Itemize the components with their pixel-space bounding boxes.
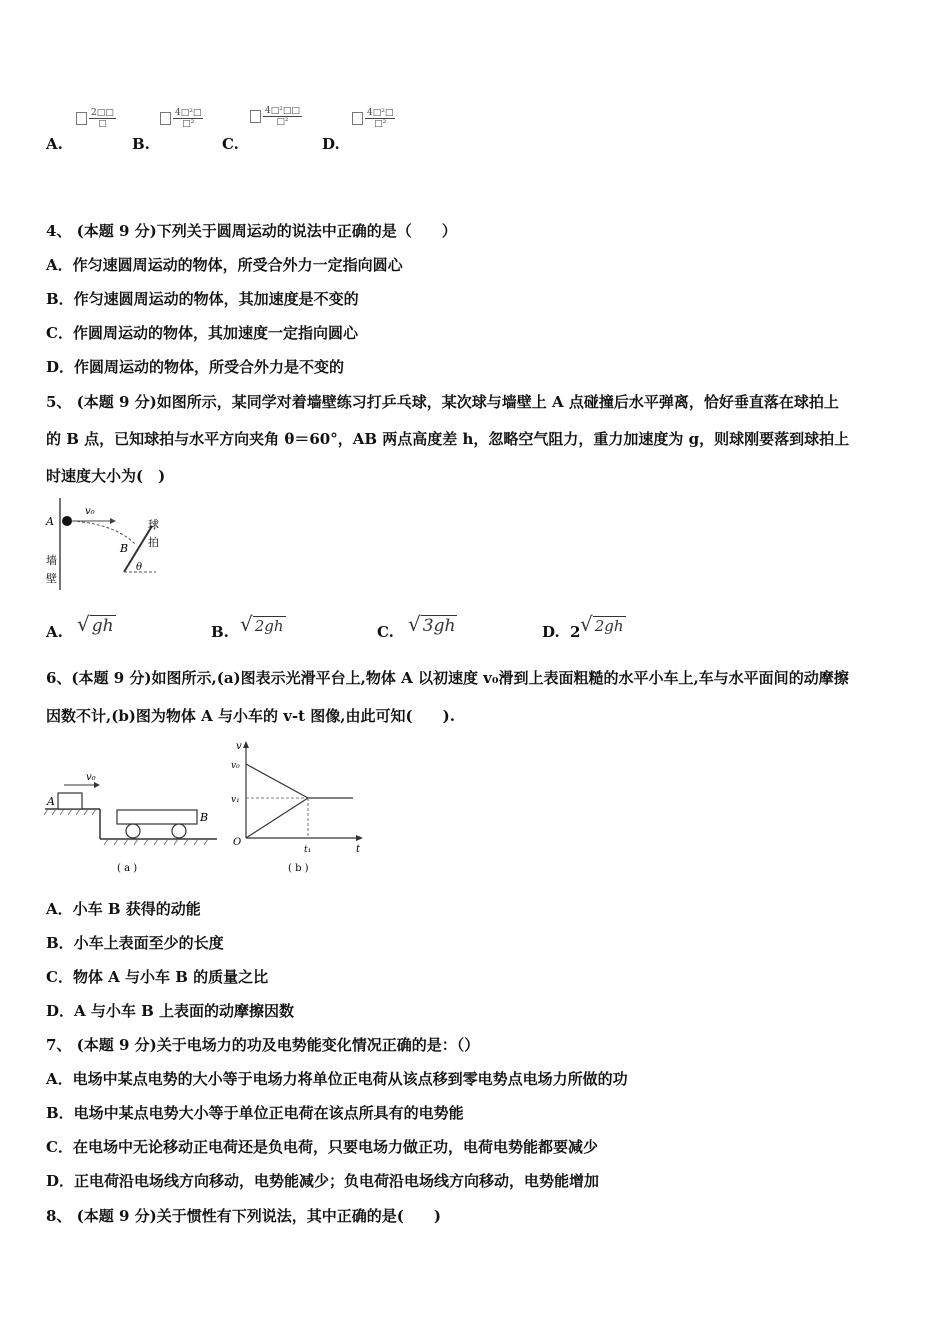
q6-fig-b-v1: v₁: [231, 795, 240, 805]
q5-option-c-label: C.: [377, 623, 394, 641]
q4-stem: 4、 (本题 9 分)下列关于圆周运动的说法中正确的是（ ）: [46, 222, 457, 240]
q6-fig-b-v0: v₀: [231, 761, 240, 771]
q6-fig-a-v0: v₀: [86, 772, 96, 783]
q3-option-b-formula: 4□²□ □²: [160, 108, 203, 129]
q7-option-b: B．电场中某点电势大小等于单位正电荷在该点所具有的电势能: [46, 1104, 464, 1122]
q5-stem-line1: 5、 (本题 9 分)如图所示，某同学对着墙壁练习打乒乓球，某次球与墙壁上 A 点碰撞后水平弹离，恰好垂直落在球拍上: [46, 393, 839, 411]
q6-fig-b-caption: ( b ): [288, 863, 309, 874]
q5-option-b-formula: √ 2gh: [240, 612, 284, 636]
q3-option-a-label: A.: [46, 135, 63, 153]
q8-stem: 8、 (本题 9 分)关于惯性有下列说法，其中正确的是( ): [46, 1207, 441, 1225]
q6-fig-b-origin: O: [233, 837, 242, 848]
q7-option-a: A．电场中某点电势的大小等于电场力将单位正电荷从该点移到零电势点电场力所做的功: [46, 1070, 628, 1088]
q5-fig-bat-1: 球: [148, 518, 159, 531]
q6-option-c: C．物体 A 与小车 B 的质量之比: [46, 968, 269, 986]
q6-stem-line2: 因数不计,(b)图为物体 A 与小车的 v-t 图像,由此可知( ).: [46, 707, 455, 725]
q6-fig-a-cart-b: B: [200, 811, 209, 824]
q5-option-c-formula: √ 3gh: [408, 612, 456, 636]
q3-option-d-label: D.: [322, 135, 340, 153]
q5-fig-v0: v₀: [85, 506, 95, 517]
q5-option-a-formula: √ gh: [77, 612, 114, 636]
q3-option-a-formula: 2□□ □: [76, 108, 116, 129]
q5-fig-theta: θ: [136, 562, 143, 573]
q6-figure-a: [42, 762, 222, 880]
q3-option-b-label: B.: [132, 135, 150, 153]
q5-option-d-coefficient: 2: [570, 623, 581, 641]
q6-option-d: D．A 与小车 B 上表面的动摩擦因数: [46, 1002, 294, 1020]
q5-option-d-label: D.: [542, 623, 560, 641]
q5-fig-wall-1: 墙: [46, 554, 57, 567]
q7-option-d: D．正电荷沿电场线方向移动，电势能减少；负电荷沿电场线方向移动，电势能增加: [46, 1172, 600, 1190]
q5-fig-wall-2: 壁: [46, 572, 57, 585]
q5-figure: [40, 494, 170, 594]
q5-option-d-formula: √ 2gh: [580, 612, 624, 636]
q6-figure-b: [228, 738, 368, 880]
q6-fig-b-t1: t₁: [304, 845, 312, 855]
q6-fig-a-caption: ( a ): [117, 863, 138, 874]
q6-option-b: B．小车上表面至少的长度: [46, 934, 224, 952]
q4-option-b: B．作匀速圆周运动的物体，其加速度是不变的: [46, 290, 359, 308]
q5-option-a-label: A.: [46, 623, 63, 641]
q6-fig-a-object-a: A: [47, 795, 55, 808]
q4-option-c: C．作圆周运动的物体，其加速度一定指向圆心: [46, 324, 358, 342]
q7-stem: 7、 (本题 9 分)关于电场力的功及电势能变化情况正确的是：（）: [46, 1036, 480, 1054]
q7-option-c: C．在电场中无论移动正电荷还是负电荷，只要电场力做正功，电荷电势能都要减少: [46, 1138, 598, 1156]
q6-fig-b-v-axis: v: [236, 741, 242, 752]
q6-option-a: A．小车 B 获得的动能: [46, 900, 201, 918]
q3-option-c-label: C.: [222, 135, 239, 153]
q5-stem-line3: 时速度大小为( ): [46, 467, 166, 485]
q6-stem-line1: 6、(本题 9 分)如图所示,(a)图表示光滑平台上,物体 A 以初速度 v₀滑到上表面粗糙的水平小车上,车与水平面间的动摩擦: [46, 669, 849, 687]
q3-option-c-formula: 4□²□□ □²: [250, 106, 302, 127]
q3-option-d-formula: 4□²□ □²: [352, 108, 395, 129]
q4-option-d: D．作圆周运动的物体，所受合外力是不变的: [46, 358, 345, 376]
q5-fig-point-b: B: [120, 542, 129, 555]
q5-stem-line2: 的 B 点，已知球拍与水平方向夹角 θ＝60°，AB 两点高度差 h，忽略空气阻力，重力加速度为 g，则球刚要落到球拍上: [46, 430, 850, 448]
q4-option-a: A．作匀速圆周运动的物体，所受合外力一定指向圆心: [46, 256, 403, 274]
q5-fig-bat-2: 拍: [148, 536, 159, 549]
q5-option-b-label: B.: [211, 623, 229, 641]
q5-fig-point-a: A: [46, 515, 54, 528]
q6-fig-b-t-axis: t: [356, 844, 361, 855]
